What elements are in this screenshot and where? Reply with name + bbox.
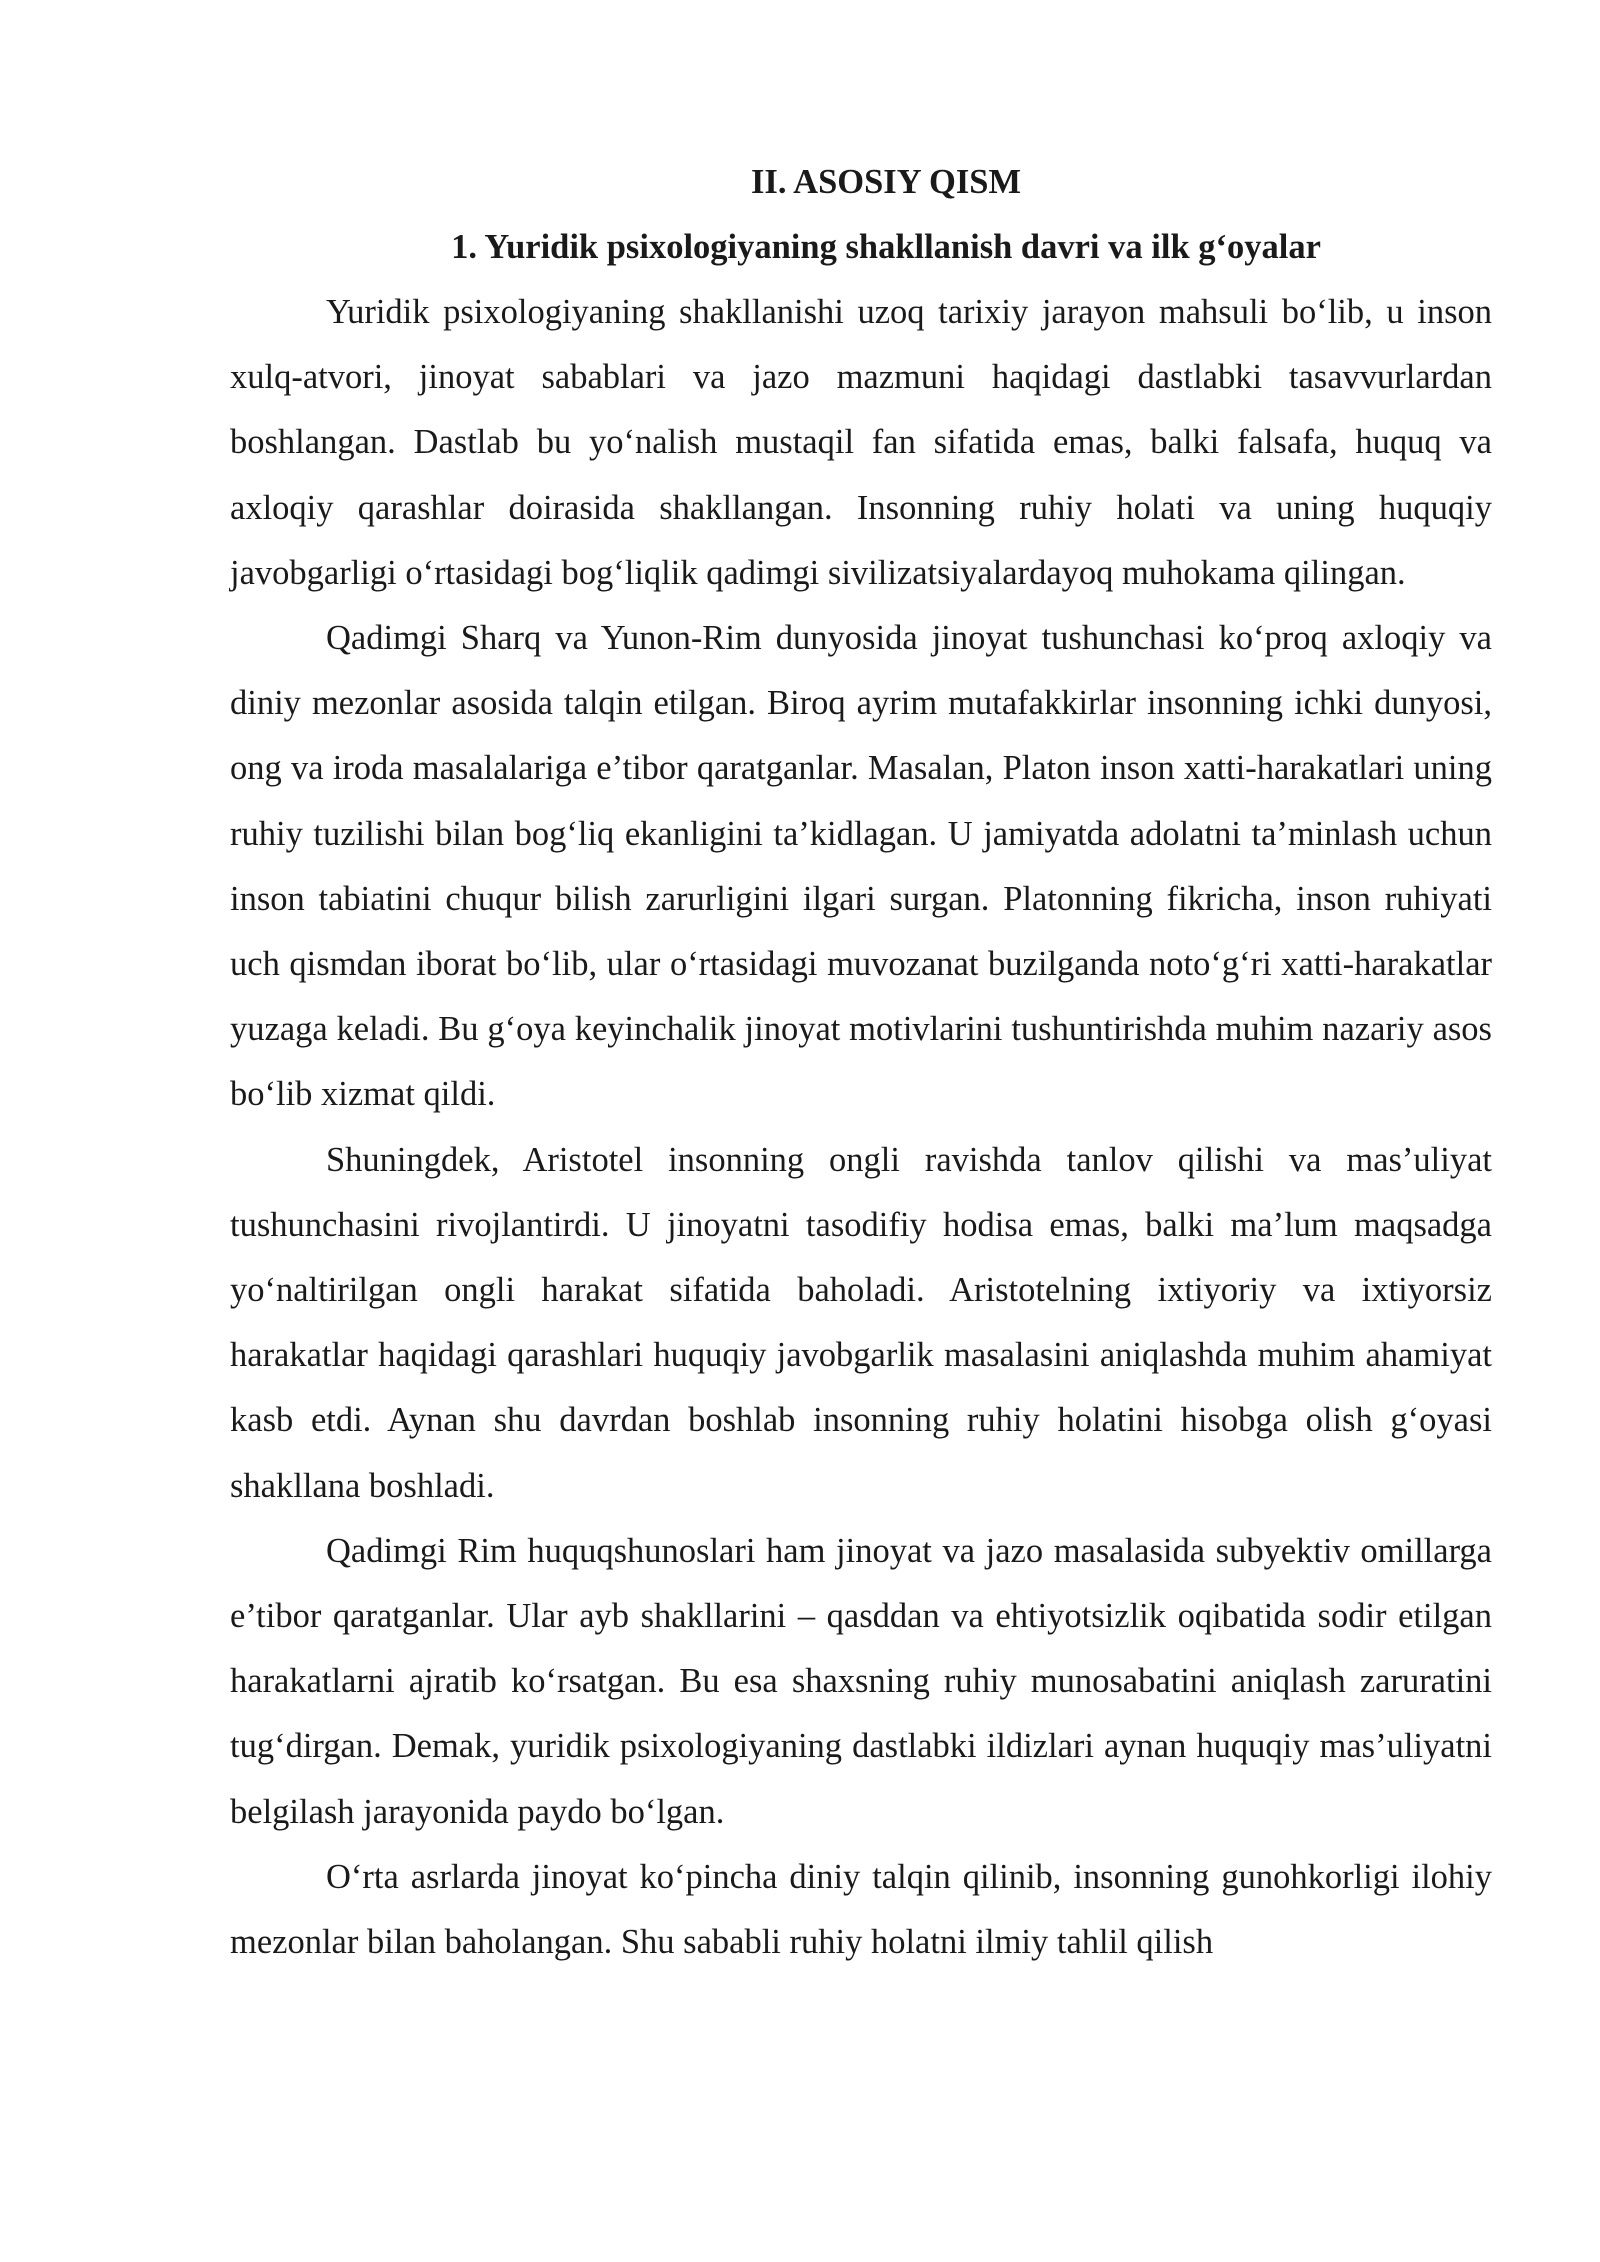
paragraph-2: Qadimgi Sharq va Yunon-Rim dunyosida jinoyat tushunchasi ko‘proq axloqiy va diniy mezonlar asosida talqin etilgan. Biroq ayrim mutafakkirlar insonning ichki dunyosi, ong va iroda masalalariga e’tibor qaratganlar. Masalan, Platon inson xatti-harakatlari uning ruhiy tuzilishi bilan bog‘liq ekanligini ta’kidlagan. U jamiyatda adolatni ta’minlash uchun inson tabiatini chuqur bilish zarurligini ilgari surgan. Platonning fikricha, inson ruhiyati uch qismdan iborat bo‘lib, ular o‘rtasidagi muvozanat buzilganda noto‘g‘ri xatti-harakatlar yuzaga keladi. Bu g‘oya keyinchalik jinoyat motivlarini tushuntirishda muhim nazariy asos bo‘lib xizmat qildi. [230, 619, 1492, 1114]
paragraph-1: Yuridik psixologiyaning shakllanishi uzoq tarixiy jarayon mahsuli bo‘lib, u inson xulq-atvori, jinoyat sabablari va jazo mazmuni haqidagi dastlabki tasavvurlardan boshlangan. Dastlab bu yo‘nalish mustaqil fan sifatida emas, balki falsafa, huquq va axloqiy qarashlar doirasida shakllangan. Insonning ruhiy holati va uning huquqiy javobgarligi o‘rtasidagi bog‘liqlik qadimgi sivilizatsiyalardayoq muhokama qilingan. [230, 293, 1492, 592]
paragraph-5: O‘rta asrlarda jinoyat ko‘pincha diniy talqin qilinib, insonning gunohkorligi ilohiy mezonlar bilan baholangan. Shu sababli ruhiy holatni ilmiy tahlil qilish [230, 1857, 1492, 1962]
subsection-title: 1. Yuridik psixologiyaning shakllanish davri va ilk g‘oyalar [451, 228, 1321, 266]
page-content [230, 150, 1492, 1975]
section-title: II. ASOSIY QISM [750, 163, 1022, 201]
paragraph-3: Shuningdek, Aristotel insonning ongli ravishda tanlov qilishi va mas’uliyat tushunchasini rivojlantirdi. U jinoyatni tasodifiy hodisa emas, balki ma’lum maqsadga yo‘naltirilgan ongli harakat sifatida baholadi. Aristotelning ixtiyoriy va ixtiyorsiz harakatlar haqidagi qarashlari huquqiy javobgarlik masalasini aniqlashda muhim ahamiyat kasb etdi. Aynan shu davrdan boshlab insonning ruhiy holatini hisobga olish g‘oyasi shakllana boshladi. [230, 1140, 1492, 1505]
paragraph-4: Qadimgi Rim huquqshunoslari ham jinoyat va jazo masalasida subyektiv omillarga e’tibor qaratganlar. Ular ayb shakllarini – qasddan va ehtiyotsizlik oqibatida sodir etilgan harakatlarni ajratib ko‘rsatgan. Bu esa shaxsning ruhiy munosabatini aniqlash zaruratini tug‘dirgan. Demak, yuridik psixologiyaning dastlabki ildizlari aynan huquqiy mas’uliyatni belgilash jarayonida paydo bo‘lgan. [230, 1531, 1492, 1831]
